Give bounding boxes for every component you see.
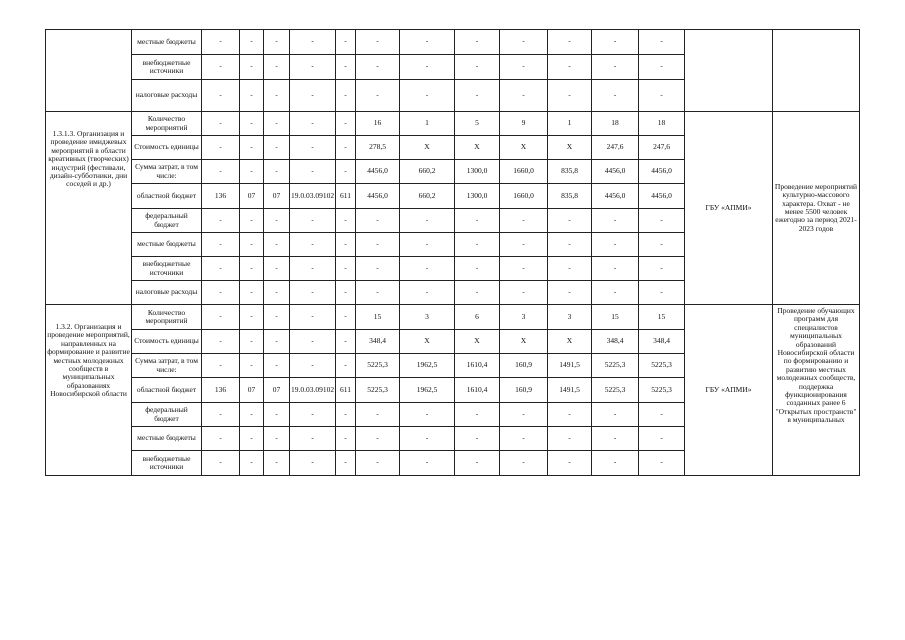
table-cell: - xyxy=(290,354,336,378)
table-cell: 3 xyxy=(400,305,455,330)
table-cell: - xyxy=(400,55,455,80)
table-cell: 4456,0 xyxy=(639,160,685,184)
table-cell: - xyxy=(240,209,264,233)
table-cell: - xyxy=(264,257,290,281)
table-cell: 247,6 xyxy=(592,136,639,160)
row-label: внебюджетные источники xyxy=(132,451,202,476)
table-cell: 5 xyxy=(455,112,500,136)
table-cell: 136 xyxy=(202,378,240,403)
table-cell: - xyxy=(202,160,240,184)
row-label: налоговые расходы xyxy=(132,80,202,112)
table-cell: - xyxy=(455,427,500,451)
table-cell: - xyxy=(336,209,356,233)
table-cell: - xyxy=(592,209,639,233)
table-cell: - xyxy=(336,80,356,112)
table-cell: - xyxy=(264,233,290,257)
table-cell: - xyxy=(264,160,290,184)
row-label: Количество мероприятий xyxy=(132,112,202,136)
table-cell: - xyxy=(240,257,264,281)
table-cell: - xyxy=(592,403,639,427)
table-cell: X xyxy=(500,330,548,354)
table-cell: - xyxy=(400,209,455,233)
table-cell: - xyxy=(240,30,264,55)
table-cell: - xyxy=(264,112,290,136)
table-cell: - xyxy=(240,80,264,112)
table-cell: 19.0.03.09102 xyxy=(290,378,336,403)
table-cell: - xyxy=(336,257,356,281)
table-cell: - xyxy=(400,427,455,451)
table-cell: - xyxy=(639,451,685,476)
table-cell: - xyxy=(240,233,264,257)
executor-cell: ГБУ «АПМИ» xyxy=(685,112,773,305)
table-cell: - xyxy=(290,233,336,257)
table-cell: - xyxy=(336,403,356,427)
table-cell: - xyxy=(290,55,336,80)
table-cell: X xyxy=(400,330,455,354)
row-label: федеральный бюджет xyxy=(132,209,202,233)
table-cell: - xyxy=(592,281,639,305)
table-cell: 07 xyxy=(240,378,264,403)
table-cell: 348,4 xyxy=(639,330,685,354)
table-cell: - xyxy=(500,233,548,257)
table-cell: - xyxy=(455,281,500,305)
table-cell: - xyxy=(500,281,548,305)
table-cell: X xyxy=(455,330,500,354)
table-cell: - xyxy=(240,330,264,354)
table-cell: - xyxy=(356,233,400,257)
table-cell: - xyxy=(400,451,455,476)
table-cell: 4456,0 xyxy=(356,184,400,209)
table-cell: - xyxy=(202,305,240,330)
table-cell: - xyxy=(500,209,548,233)
table-cell: - xyxy=(264,330,290,354)
table-cell: 1300,0 xyxy=(455,184,500,209)
expected-result xyxy=(773,30,860,112)
table-cell: 1300,0 xyxy=(455,160,500,184)
table-cell: - xyxy=(264,281,290,305)
table-cell: 160,9 xyxy=(500,354,548,378)
executor-cell: ГБУ «АПМИ» xyxy=(685,305,773,476)
row-label: Стоимость единицы xyxy=(132,136,202,160)
table-cell: 07 xyxy=(240,184,264,209)
table-cell: 07 xyxy=(264,184,290,209)
table-cell: - xyxy=(264,451,290,476)
table-cell: - xyxy=(455,55,500,80)
table-cell: - xyxy=(592,427,639,451)
row-label: областной бюджет xyxy=(132,378,202,403)
table-cell: - xyxy=(548,30,592,55)
table-cell: - xyxy=(500,403,548,427)
table-cell: 1 xyxy=(400,112,455,136)
row-label: внебюджетные источники xyxy=(132,55,202,80)
table-cell: - xyxy=(639,403,685,427)
expected-result: Проведение обучающих программ для специалистов муниципальных образований Новосибирской области по формированию и развитию местных молодежных сообществ, поддержка функционирования созданных ранее 6 "Открытых пространств" в муниципальных xyxy=(773,305,860,476)
table-cell: 9 xyxy=(500,112,548,136)
table-cell: - xyxy=(290,209,336,233)
table-cell: - xyxy=(240,451,264,476)
table-cell: - xyxy=(639,30,685,55)
table-cell: - xyxy=(356,451,400,476)
table-cell: - xyxy=(356,427,400,451)
table-cell: - xyxy=(202,55,240,80)
table-cell: - xyxy=(264,305,290,330)
table-cell: - xyxy=(240,354,264,378)
measure-name: 1.3.2. Организация и проведение мероприятий, направленных на формирование и развитие местных молодежных сообществ в муниципальных образованиях Новосибирской области xyxy=(46,305,132,476)
table-cell: - xyxy=(548,233,592,257)
table-cell: - xyxy=(240,112,264,136)
table-cell: - xyxy=(336,451,356,476)
table-cell: - xyxy=(356,281,400,305)
table-cell: 5225,3 xyxy=(639,354,685,378)
table-cell: - xyxy=(400,403,455,427)
table-cell: X xyxy=(548,330,592,354)
table-cell: - xyxy=(264,55,290,80)
table-cell: - xyxy=(400,80,455,112)
table-cell: 6 xyxy=(455,305,500,330)
table-cell: - xyxy=(356,209,400,233)
table-cell: - xyxy=(240,136,264,160)
table-cell: - xyxy=(548,209,592,233)
table-cell: - xyxy=(356,55,400,80)
table-row xyxy=(46,112,860,136)
table-cell: 1491,5 xyxy=(548,378,592,403)
table-cell: 4456,0 xyxy=(592,184,639,209)
table-cell: - xyxy=(202,403,240,427)
table-cell: - xyxy=(500,451,548,476)
table-cell: - xyxy=(264,30,290,55)
table-cell: - xyxy=(290,80,336,112)
table-cell: X xyxy=(500,136,548,160)
table-cell: - xyxy=(290,305,336,330)
table-cell: 15 xyxy=(356,305,400,330)
table-cell: X xyxy=(400,136,455,160)
table-cell: 247,6 xyxy=(639,136,685,160)
table-cell: - xyxy=(500,30,548,55)
table-cell: - xyxy=(356,80,400,112)
table-cell: 1660,0 xyxy=(500,184,548,209)
table-cell: 1660,0 xyxy=(500,160,548,184)
table-cell: - xyxy=(336,112,356,136)
table-cell: 19.0.03.09102 xyxy=(290,184,336,209)
table-cell: - xyxy=(592,233,639,257)
table-cell: - xyxy=(290,403,336,427)
table-cell: - xyxy=(548,80,592,112)
table-cell: - xyxy=(290,451,336,476)
table-cell: - xyxy=(356,257,400,281)
table-cell: 1962,5 xyxy=(400,354,455,378)
table-cell: - xyxy=(639,80,685,112)
table-cell: - xyxy=(336,160,356,184)
executor-cell xyxy=(685,30,773,112)
table-cell: - xyxy=(240,160,264,184)
table-cell: 07 xyxy=(264,378,290,403)
table-cell: - xyxy=(336,305,356,330)
table-cell: - xyxy=(240,403,264,427)
table-cell: - xyxy=(202,233,240,257)
expected-result: Проведение мероприятий культурно-массового характера. Охват - не менее 5500 человек ежегодно за период 2021-2023 годов xyxy=(773,112,860,305)
table-cell: 4456,0 xyxy=(639,184,685,209)
table-cell: - xyxy=(500,55,548,80)
table-cell: - xyxy=(336,136,356,160)
table-cell: - xyxy=(202,30,240,55)
table-cell: - xyxy=(202,451,240,476)
table-cell: 5225,3 xyxy=(592,354,639,378)
table-cell: 16 xyxy=(356,112,400,136)
table-cell: 1962,5 xyxy=(400,378,455,403)
table-cell: 3 xyxy=(500,305,548,330)
table-cell: 160,9 xyxy=(500,378,548,403)
table-cell: - xyxy=(240,427,264,451)
row-label: областной бюджет xyxy=(132,184,202,209)
table-cell: - xyxy=(455,451,500,476)
table-cell: 611 xyxy=(336,184,356,209)
table-cell: - xyxy=(336,330,356,354)
table-cell: 660,2 xyxy=(400,160,455,184)
table-cell: 660,2 xyxy=(400,184,455,209)
table-cell: - xyxy=(202,257,240,281)
table-cell: - xyxy=(202,427,240,451)
row-label: Стоимость единицы xyxy=(132,330,202,354)
table-cell: - xyxy=(290,427,336,451)
table-cell: - xyxy=(639,55,685,80)
table-cell: 1491,5 xyxy=(548,354,592,378)
table-cell: 835,8 xyxy=(548,184,592,209)
table-cell: - xyxy=(290,281,336,305)
row-label: местные бюджеты xyxy=(132,30,202,55)
table-cell: - xyxy=(240,305,264,330)
row-label: Сумма затрат, в том числе: xyxy=(132,160,202,184)
table-cell: - xyxy=(455,209,500,233)
row-label: федеральный бюджет xyxy=(132,403,202,427)
table-cell: - xyxy=(592,257,639,281)
table-cell: - xyxy=(290,136,336,160)
table-cell: - xyxy=(290,330,336,354)
table-row xyxy=(46,305,860,330)
table-cell: 18 xyxy=(639,112,685,136)
table-cell: - xyxy=(455,233,500,257)
table-cell: - xyxy=(336,427,356,451)
table-cell: - xyxy=(202,80,240,112)
table-cell: - xyxy=(455,80,500,112)
table-cell: - xyxy=(290,257,336,281)
table-cell: - xyxy=(500,427,548,451)
table-cell: - xyxy=(264,427,290,451)
table-cell: - xyxy=(336,233,356,257)
table-cell: - xyxy=(639,257,685,281)
table-cell: 1610,4 xyxy=(455,378,500,403)
table-cell: - xyxy=(202,330,240,354)
table-cell: - xyxy=(500,257,548,281)
table-cell: - xyxy=(639,427,685,451)
table-cell: - xyxy=(548,427,592,451)
measure-name: 1.3.1.3. Организация и проведение имиджевых мероприятий в области креативных (творческих) индустрий (фестивали, дизайн-субботники, дни соседей и др.) xyxy=(46,112,132,305)
table-cell: - xyxy=(548,55,592,80)
table-cell: 1610,4 xyxy=(455,354,500,378)
table-cell: 5225,3 xyxy=(356,354,400,378)
row-label: внебюджетные источники xyxy=(132,257,202,281)
table-cell: - xyxy=(356,30,400,55)
table-cell: 278,5 xyxy=(356,136,400,160)
table-cell: - xyxy=(264,354,290,378)
table-cell: - xyxy=(548,257,592,281)
table-cell: - xyxy=(240,281,264,305)
table-cell: - xyxy=(240,55,264,80)
table-cell: - xyxy=(290,30,336,55)
table-cell: - xyxy=(202,136,240,160)
row-label: местные бюджеты xyxy=(132,233,202,257)
table-cell: - xyxy=(264,136,290,160)
table-cell: - xyxy=(264,209,290,233)
table-cell: 136 xyxy=(202,184,240,209)
row-label: Сумма затрат, в том числе: xyxy=(132,354,202,378)
table-cell: 348,4 xyxy=(356,330,400,354)
table-cell: 1 xyxy=(548,112,592,136)
table-cell: 4456,0 xyxy=(592,160,639,184)
row-label: налоговые расходы xyxy=(132,281,202,305)
table-cell: - xyxy=(336,354,356,378)
table-cell: 5225,3 xyxy=(639,378,685,403)
table-cell: 348,4 xyxy=(592,330,639,354)
table-cell: X xyxy=(455,136,500,160)
table-cell: - xyxy=(400,257,455,281)
table-cell: 18 xyxy=(592,112,639,136)
table-cell: - xyxy=(202,209,240,233)
table-cell: - xyxy=(548,451,592,476)
table-cell: X xyxy=(548,136,592,160)
table-cell: - xyxy=(639,209,685,233)
table-cell: - xyxy=(592,451,639,476)
row-label: местные бюджеты xyxy=(132,427,202,451)
row-label: Количество мероприятий xyxy=(132,305,202,330)
table-cell: 835,8 xyxy=(548,160,592,184)
table-cell: 15 xyxy=(639,305,685,330)
table-cell: - xyxy=(455,257,500,281)
measure-name xyxy=(46,30,132,112)
table-cell: - xyxy=(290,160,336,184)
table-cell: - xyxy=(264,403,290,427)
table-cell: - xyxy=(400,30,455,55)
table-cell: 15 xyxy=(592,305,639,330)
budget-table xyxy=(45,29,860,476)
table-cell: - xyxy=(264,80,290,112)
table-cell: - xyxy=(455,403,500,427)
table-cell: 4456,0 xyxy=(356,160,400,184)
table-cell: 3 xyxy=(548,305,592,330)
table-cell: - xyxy=(455,30,500,55)
table-cell: - xyxy=(336,55,356,80)
table-cell: - xyxy=(592,30,639,55)
table-cell: 611 xyxy=(336,378,356,403)
table-cell: - xyxy=(336,281,356,305)
table-cell: - xyxy=(639,281,685,305)
table-cell: - xyxy=(592,80,639,112)
table-cell: - xyxy=(639,233,685,257)
table-cell: - xyxy=(548,403,592,427)
table-cell: - xyxy=(202,112,240,136)
table-cell: 5225,3 xyxy=(356,378,400,403)
table-cell: - xyxy=(400,233,455,257)
table-row xyxy=(46,30,860,55)
table-cell: - xyxy=(400,281,455,305)
table-cell: - xyxy=(202,281,240,305)
table-cell: 5225,3 xyxy=(592,378,639,403)
table-cell: - xyxy=(336,30,356,55)
table-cell: - xyxy=(500,80,548,112)
table-cell: - xyxy=(356,403,400,427)
table-cell: - xyxy=(202,354,240,378)
table-cell: - xyxy=(548,281,592,305)
table-cell: - xyxy=(592,55,639,80)
table-cell: - xyxy=(290,112,336,136)
